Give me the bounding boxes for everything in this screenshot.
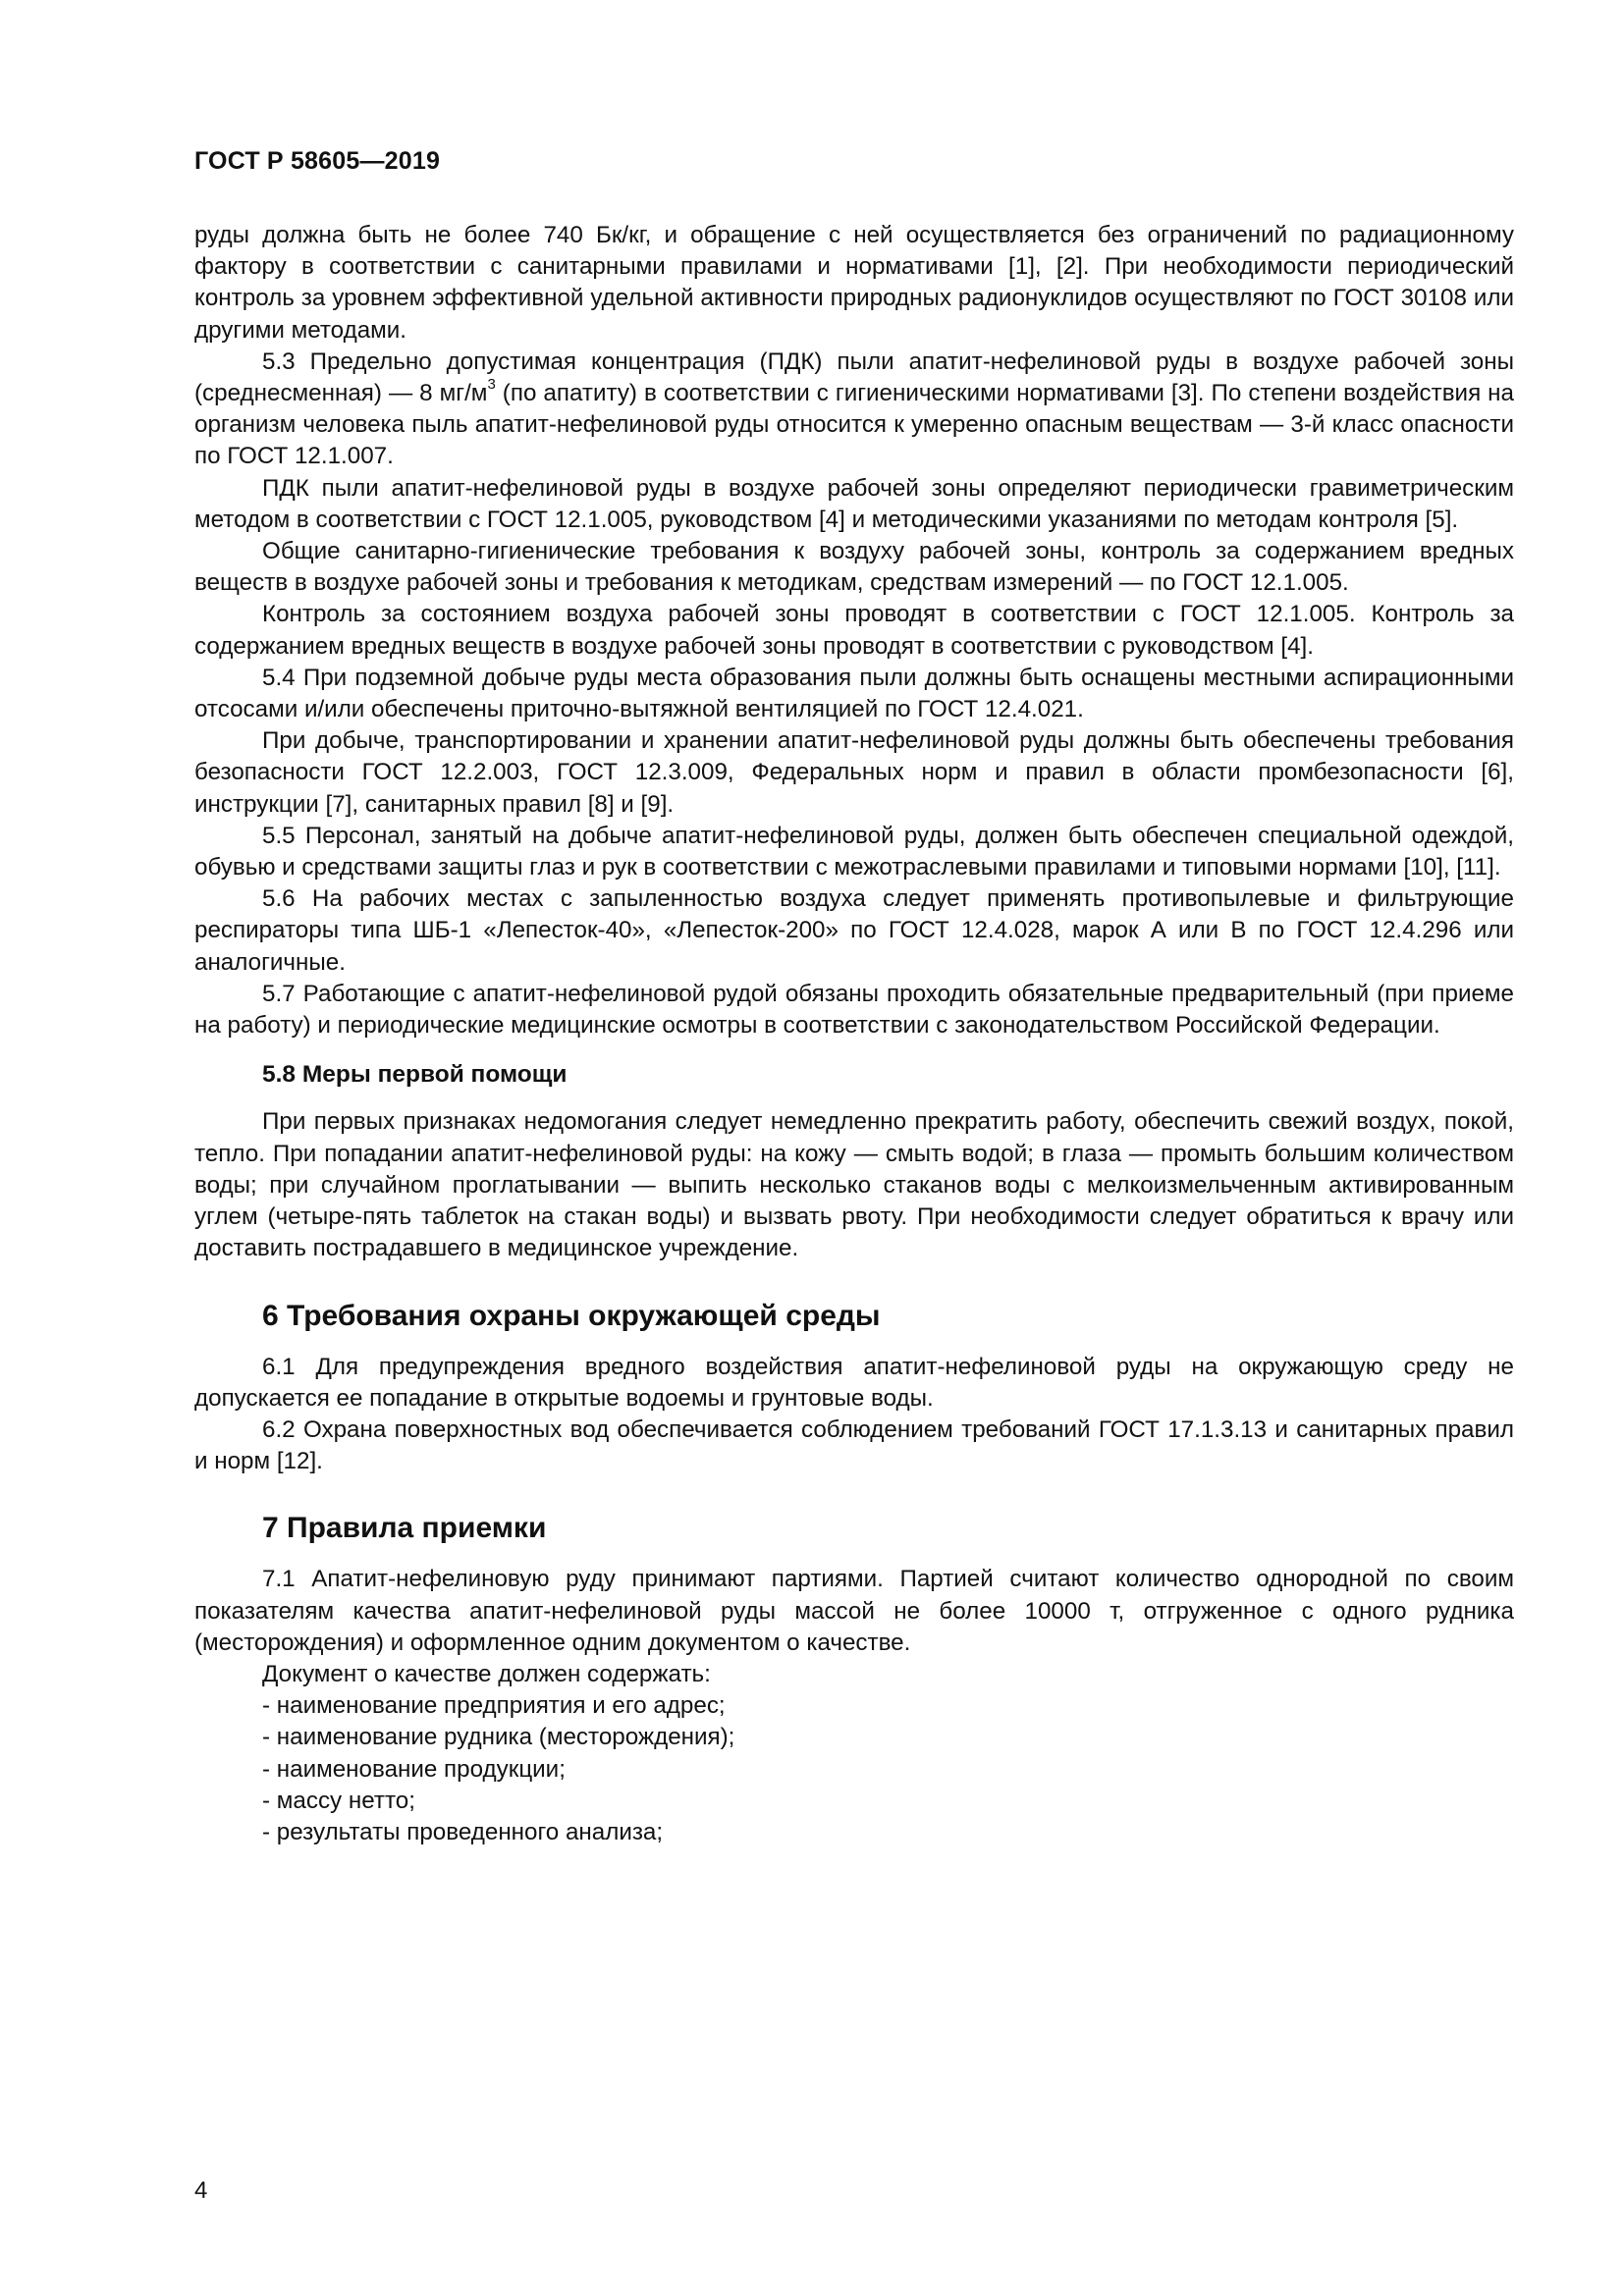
paragraph-air-control: Контроль за состоянием воздуха рабочей зоны проводят в соответствии с ГОСТ 12.1.005. Контроль за содержанием вредных веществ в воздухе рабочей зоны проводят в соответствии с руководством [4]. (194, 601, 1514, 660)
paragraph-safety-requirements: При добыче, транспортировании и хранении апатит-нефелиновой руды должны быть обеспечены требования безопасности ГОСТ 12.2.003, ГОСТ 12.3.009, Федеральных норм и правил в области промбезопасности [6], инструкции [7], санитарных правил [8] и [9]. (194, 727, 1514, 818)
section-heading-7: 7 Правила приемки (262, 1512, 547, 1545)
paragraph-pdk-method: ПДК пыли апатит-нефелиновой руды в воздухе рабочей зоны определяют периодически гравиметрическим методом в соответствии с ГОСТ 12.1.005, руководством [4] и методическими указаниями по методам контроля [5]. (194, 474, 1514, 533)
document-header: ГОСТ Р 58605—2019 (194, 147, 441, 175)
subsection-heading-5-8: 5.8 Меры первой помощи (262, 1061, 568, 1089)
superscript-3: 3 (487, 375, 496, 393)
list-item: - массу нетто; (262, 1787, 415, 1814)
paragraph-document-contents: Документ о качестве должен содержать: (262, 1660, 711, 1687)
list-item: - наименование продукции; (262, 1755, 566, 1783)
paragraph-5-7: 5.7 Работающие с апатит-нефелиновой рудой обязаны проходить обязательные предварительный (при приеме на работу) и периодические медицинские осмотры в соответствии с законодательством Российской Федерации. (194, 980, 1514, 1040)
section-heading-6: 6 Требования охраны окружающей среды (262, 1299, 881, 1332)
paragraph-radiation: руды должна быть не более 740 Бк/кг, и обращение с ней осуществляется без ограничений по радиационному фактору в соответствии с санитарными правилами и нормативами [1], [2]. При необходимости периодический контроль за уровнем эффективной удельной активности природных радионуклидов осуществляют по ГОСТ 30108 или другими методами. (194, 222, 1514, 344)
paragraph-5-4: 5.4 При подземной добыче руды места образования пыли должны быть оснащены местными аспирационными отсосами и/или обеспечены приточно-вытяжной вентиляцией по ГОСТ 12.4.021. (194, 664, 1514, 723)
paragraph-5-6: 5.6 На рабочих местах с запыленностью воздуха следует применять противопылевые и фильтрующие респираторы типа ШБ-1 «Лепесток-40», «Лепесток-200» по ГОСТ 12.4.028, марок А или В по ГОСТ 12.4.296 или аналогичные. (194, 885, 1514, 976)
paragraph-7-1: 7.1 Апатит-нефелиновую руду принимают партиями. Партией считают количество однородной по своим показателям качества апатит-нефелиновой руды массой не более 10000 т, отгруженное с одного рудника (месторождения) и оформленное одним документом о качестве. (194, 1566, 1514, 1656)
paragraph-5-3-part-b: (по апатиту) в соответствии с гигиеническими нормативами [3]. По степени воздействия на организм человека пыль апатит-нефелиновой руды относится к умеренно опасным веществам — 3-й класс опасности по ГОСТ 12.1.007. (194, 380, 1514, 470)
document-body (194, 220, 1514, 1848)
paragraph-6-2: 6.2 Охрана поверхностных вод обеспечивается соблюдением требований ГОСТ 17.1.3.13 и санитарных правил и норм [12]. (194, 1415, 1514, 1475)
paragraph-5-3-part-a: 5.3 Предельно допустимая концентрация (ПДК) пыли апатит-нефелиновой руды в воздухе рабочей зоны (среднесменная) — 8 мг/м (194, 347, 1514, 407)
paragraph-6-1: 6.1 Для предупреждения вредного воздействия апатит-нефелиновой руды на окружающую среду не допускается ее попадание в открытые водоемы и грунтовые воды. (194, 1353, 1514, 1412)
page-number: 4 (194, 2177, 208, 2204)
list-item: - наименование рудника (месторождения); (262, 1724, 735, 1751)
paragraph-general-requirements: Общие санитарно-гигиенические требования к воздуху рабочей зоны, контроль за содержанием вредных веществ в воздухе рабочей зоны и требования к методикам, средствам измерений — по ГОСТ 12.1.005. (194, 538, 1514, 597)
paragraph-first-aid: При первых признаках недомогания следует немедленно прекратить работу, обеспечить свежий воздух, покой, тепло. При попадании апатит-нефелиновой руды: на кожу — смыть водой; в глаза — промыть большим количеством воды; при случайном проглатывании — выпить несколько стаканов воды с мелкоизмельченным активированным углем (четыре-пять таблеток на стакан воды) и вызвать рвоту. При необходимости следует обратиться к врачу или доставить пострадавшего в медицинское учреждение. (194, 1108, 1514, 1262)
paragraph-5-5: 5.5 Персонал, занятый на добыче апатит-нефелиновой руды, должен быть обеспечен специальной одеждой, обувью и средствами защиты глаз и рук в соответствии с межотраслевыми правилами и типовыми нормами [10], [11]. (194, 822, 1514, 881)
list-item: - наименование предприятия и его адрес; (262, 1692, 726, 1720)
paragraph-5-3 (194, 347, 1514, 473)
list-item: - результаты проведенного анализа; (262, 1818, 664, 1845)
